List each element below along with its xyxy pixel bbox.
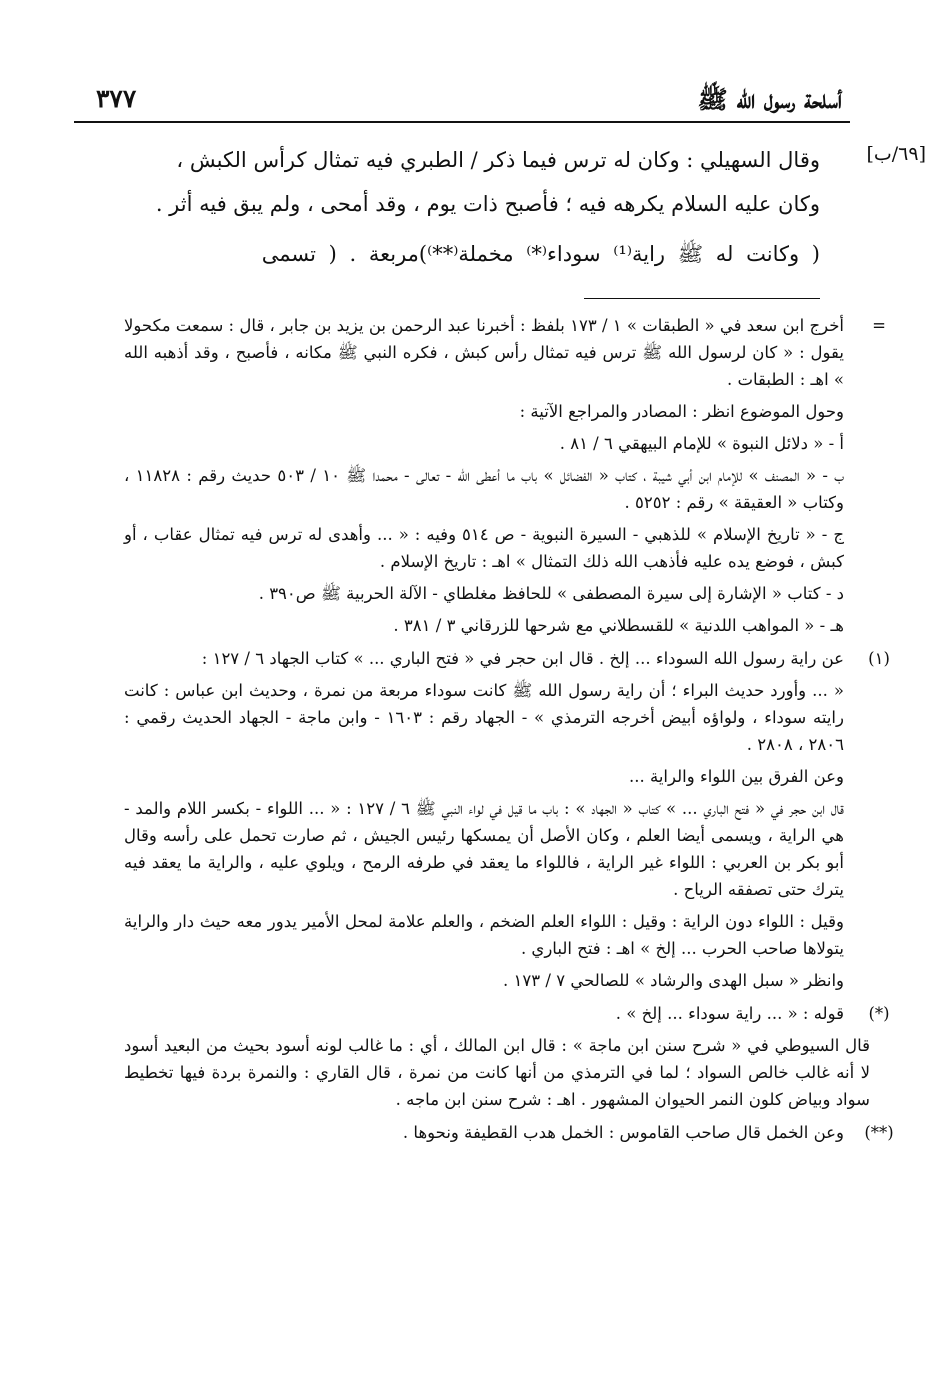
footnote-star xyxy=(124,1000,890,1113)
main-text xyxy=(90,138,820,276)
margin-folio-note: [٦٩/ب] xyxy=(866,143,926,165)
running-title: أسلحة رسول الله ﷺ xyxy=(697,85,842,114)
footnote-paragraph: وحول الموضوع انظر : المصادر والمراجع الآتية : xyxy=(519,402,844,421)
footnote-paragraph: ج - « تاريخ الإسلام » للذهبي - السيرة النبوية - ص ٥١٤ وفيه : « ... وأهدى له ترس فيه تمثال عقاب ، أو كبش ، فوضع يده عليه فأذهب الله ذلك التمثال » اهـ : تاريخ الإسلام . xyxy=(124,525,844,571)
footnote-paragraph: وعن الفرق بين اللواء والراية ... xyxy=(629,767,844,786)
footnote-paragraph: عن راية رسول الله السوداء ... إلخ . قال ابن حجر في « فتح الباري ... » كتاب الجهاد ٦ / ١٢٧ : xyxy=(201,649,844,668)
footnote-paragraph: قال السيوطي في « شرح سنن ابن ماجة » : قال ابن المالك ، أي : ما غالب لونه أسود بحيث من البعيد أسود لا أنه غالب خالص السواد ؛ لما في الترمذي من أنها كانت من نمرة ، قال القاري : والنمرة بردة فيها تخطيط سواد وبياض كلون النمر الحيوان المشهور . اهـ : شرح سنن ابن ماجه . xyxy=(124,1036,870,1109)
main-line: وقال السهيلي : وكان له ترس فيما ذكر / الطبري فيه تمثال كرأس الكبش ، xyxy=(176,148,820,172)
main-line: وكان عليه السلام يكرهه فيه ؛ فأصبح ذات يوم ، وقد أمحى ، ولم يبق فيه أثر . xyxy=(155,192,820,216)
footnote-paragraph: وعن الخمل قال صاحب القاموس : الخمل هدب القطيفة ونحوها . xyxy=(402,1123,844,1142)
footnote-marker: (*) xyxy=(868,1004,890,1023)
footnote-paragraph: وقيل : اللواء دون الراية : وقيل : اللواء العلم الضخم ، والعلم علامة لمحل الأمير يدور معه حيث دار والراية يتولاها صاحب الحرب ... إلخ » اهـ : فتح الباري . xyxy=(124,912,844,958)
footnote-paragraph: د - كتاب « الإشارة إلى سيرة المصطفى » للحافظ مغلطاي - الآلة الحربية ﷺ ص٣٩٠ . xyxy=(258,584,844,603)
footnote-marker: (١) xyxy=(868,649,890,668)
footnote-continuation xyxy=(124,312,886,639)
footnote-double-star xyxy=(124,1119,894,1146)
main-line: ( وكانت له ﷺ راية⁽¹⁾ سوداء⁽*⁾ مخملة⁽**⁾)مربعة . ( تسمى xyxy=(261,242,820,266)
footnote-marker: = xyxy=(872,316,886,335)
footnote-paragraph: أ - « دلائل النبوة » للإمام البيهقي ٦ / ٨١ . xyxy=(559,434,844,453)
header-rule xyxy=(74,121,850,123)
footnote-paragraph: « ... وأورد حديث البراء ؛ أن راية رسول الله ﷺ كانت سوداء مربعة من نمرة ، وحديث ابن عباس : كانت رايته سوداء ، ولواؤه أبيض أخرجه الترمذي » - الجهاد رقم : ١٦٠٣ - وابن ماجة - الجهاد الحديث رقمي : ٢٨٠٦ ، ٢٨٠٨ . xyxy=(124,681,844,754)
footnote-1 xyxy=(124,645,890,994)
footnotes xyxy=(124,312,894,1152)
footnote-paragraph: قال ابن حجر في « فتح الباري ... » كتاب « الجهاد » : باب ما قيل في لواء النبي ﷺ ٦ / ١٢٧ : « ... اللواء - بكسر اللام والمد - هي الراية ، ويسمى أيضا العلم ، وكان الأصل أن يمسكها رئيس الجيش ، ثم صارت تحمل على رأسه وقال أبو بكر بن العربي : اللواء غير الراية ، فاللواء ما يعقد في طرفه الرمح ، ويلوي عليه ، والراية ما يعقد فيه يترك حتى تصفقه الرياح . xyxy=(124,799,844,899)
footnote-paragraph: هـ - « المواهب اللدنية » للقسطلاني مع شرحها للزرقاني ٣ / ٣٨١ . xyxy=(393,616,844,635)
footnote-marker: (**) xyxy=(864,1123,894,1142)
footnote-paragraph: وانظر « سبل الهدى والرشاد » للصالحي ٧ / ١٧٣ . xyxy=(503,971,844,990)
footnote-separator xyxy=(584,298,820,299)
footnote-paragraph: ب - « المصنف » للإمام ابن أبي شيبة ، كتاب « الفضائل » باب ما أعطى الله - تعالى - محمدا ﷺ ١٠ / ٥٠٣ حديث رقم : ١١٨٢٨ ، وكتاب « العقيقة » رقم : ٥٢٥٢ . xyxy=(124,466,844,512)
footnote-paragraph: أخرج ابن سعد في « الطبقات » ١ / ١٧٣ بلفظ : أخبرنا عبد الرحمن بن يزيد بن جابر ، قال : سمعت مكحولا يقول : « كان لرسول الله ﷺ ترس فيه تمثال رأس كبش ، فكره النبي ﷺ مكانه ، فأصبح ، وقد أذهبه الله » اهـ : الطبقات . xyxy=(124,316,844,389)
page-number: ٣٧٧ xyxy=(96,84,137,113)
footnote-paragraph: قوله : « ... راية سوداء ... إلخ » . xyxy=(615,1004,844,1023)
